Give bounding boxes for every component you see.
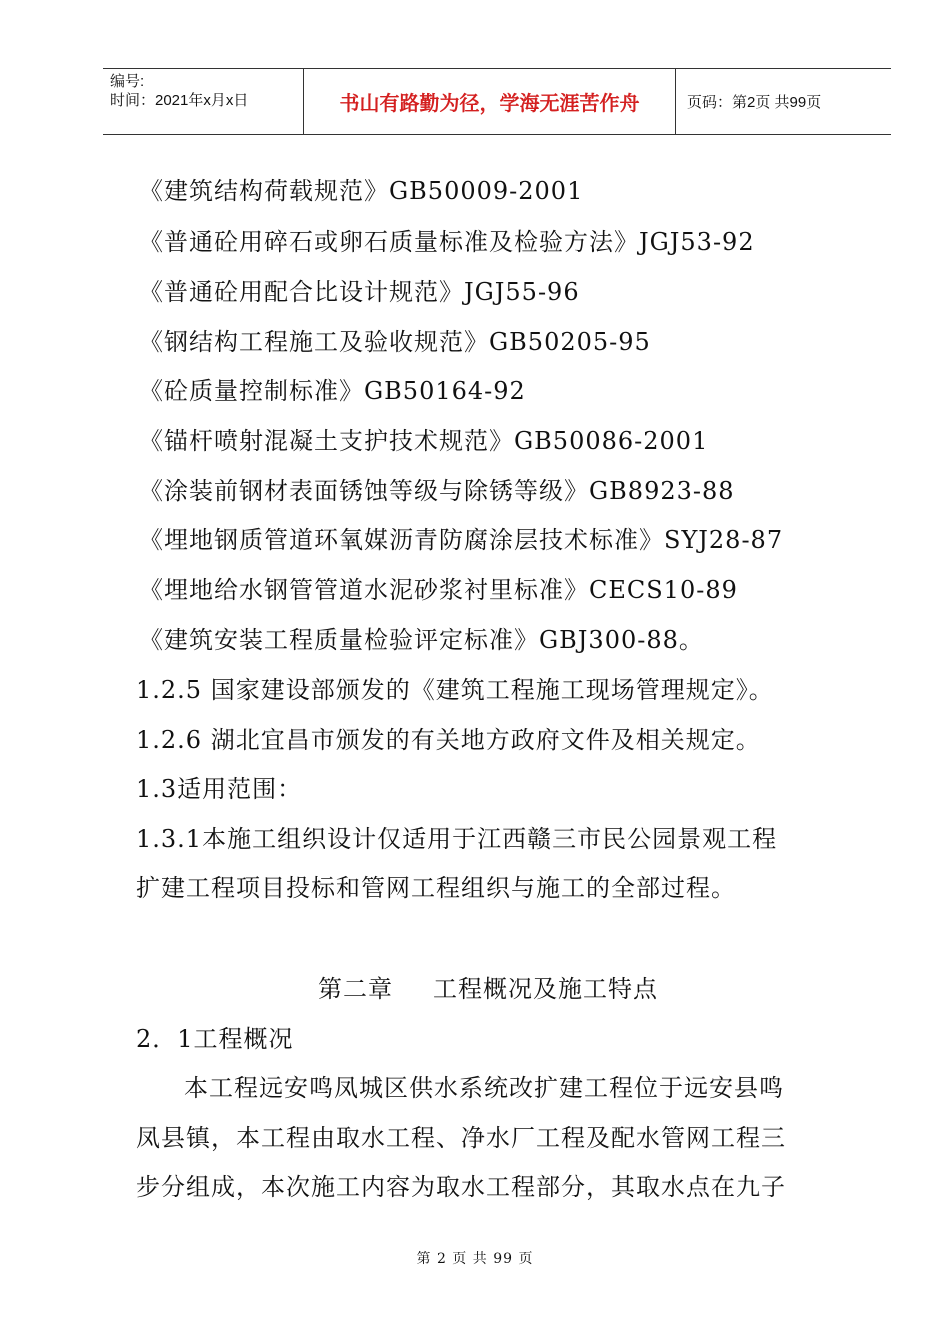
chapter-number: 第二章 (318, 975, 393, 1003)
header-meta (103, 69, 303, 134)
paragraph-line: 步分组成，本次施工内容为取水工程部分，其取水点在九子 (136, 1173, 786, 1201)
reference-item: 《砼质量控制标准》GB50164-92 (139, 377, 526, 405)
reference-item: 《建筑结构荷载规范》GB50009-2001 (139, 177, 584, 205)
reference-item: 《建筑安装工程质量检验评定标准》GBJ300-88。 (139, 626, 704, 654)
section-2-1-heading: 2．1工程概况 (136, 1025, 294, 1053)
reference-item: 《埋地钢质管道环氧媒沥青防腐涂层技术标准》SYJ28-87 (139, 526, 784, 554)
reference-item: 《钢结构工程施工及验收规范》GB50205-95 (139, 328, 651, 356)
page-header (103, 68, 891, 135)
page-footer: 第 2 页 共 99 页 (416, 1251, 534, 1267)
reference-item: 《普通砼用配合比设计规范》JGJ55-96 (139, 278, 580, 306)
clause-1-2-6: 1.2.6 湖北宜昌市颁发的有关地方政府文件及相关规定。 (136, 726, 761, 754)
document-time: 时间：2021年x月x日 (110, 92, 249, 109)
paragraph-line: 本工程远安鸣凤城区供水系统改扩建工程位于远安县鸣 (184, 1074, 784, 1102)
document-number-label: 编号: (110, 73, 145, 90)
reference-item: 《埋地给水钢管管道水泥砂浆衬里标准》CECS10-89 (139, 576, 738, 604)
clause-1-3-1-line2: 扩建工程项目投标和管网工程组织与施工的全部过程。 (136, 874, 736, 902)
clause-1-2-5: 1.2.5 国家建设部颁发的《建筑工程施工现场管理规定》。 (136, 676, 774, 704)
clause-1-3-1-line1: 1.3.1本施工组织设计仅适用于江西赣三市民公园景观工程 (136, 825, 778, 853)
chapter-title: 工程概况及施工特点 (433, 975, 658, 1003)
reference-item: 《涂装前钢材表面锈蚀等级与除锈等级》GB8923-88 (139, 477, 735, 505)
chapter-heading (318, 974, 658, 1004)
paragraph-line: 凤县镇，本工程由取水工程、净水厂工程及配水管网工程三 (136, 1124, 786, 1152)
header-page-info-cell (676, 69, 891, 134)
header-page-info: 页码：第2页 共99页 (687, 94, 822, 111)
section-1-3-heading: 1.3适用范围： (136, 775, 303, 803)
reference-item: 《锚杆喷射混凝土支护技术规范》GB50086-2001 (139, 427, 709, 455)
header-motto: 书山有路勤为径，学海无涯苦作舟 (339, 91, 640, 115)
reference-item: 《普通砼用碎石或卵石质量标准及检验方法》JGJ53-92 (139, 228, 755, 256)
header-motto-cell (303, 69, 676, 134)
